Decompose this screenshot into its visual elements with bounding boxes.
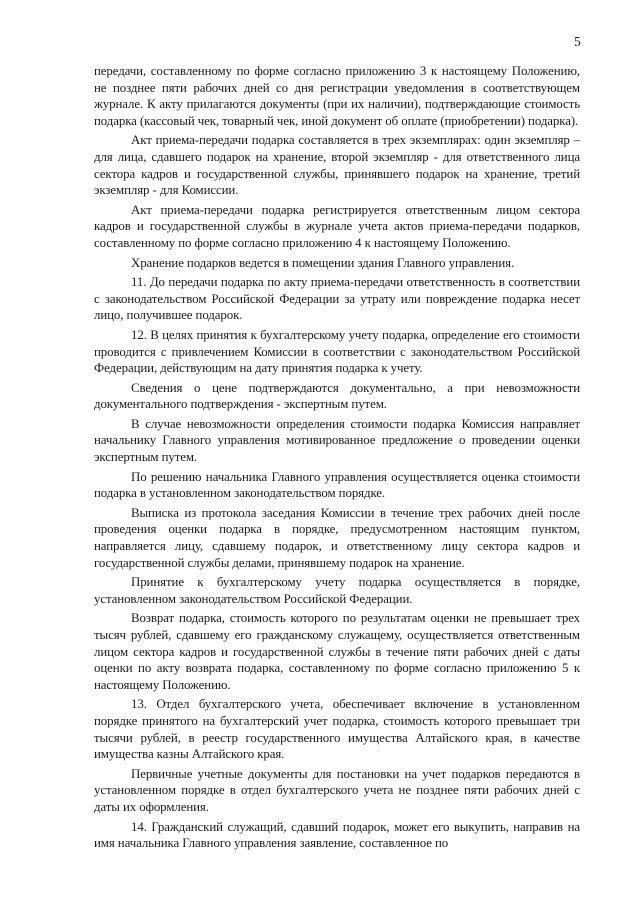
paragraph-act-registration: Акт приема-передачи подарка регистрируется ответственным лицом сектора кадров и государственной службы в журнале учета актов приема-передачи подарков, составленному по форме согласно приложению 4 к настоящему Положению. [94,202,580,250]
paragraph-primary-documents: Первичные учетные документы для постановки на учет подарков передаются в установленном порядке в отдел бухгалтерского учета не позднее пяти рабочих дней с даты их оформления. [94,766,580,814]
paragraph-gift-return: Возврат подарка, стоимость которого по результатам оценки не превышает трех тысяч рублей, сдавшему его гражданскому служащему, осуществляется ответственным лицом сектора кадров и государственной службы в течение пяти рабочих дней с даты оценки по акту возврата подарка, составленному по форме согласно приложению 5 к настоящему Положению. [94,611,580,692]
paragraph-act-copies: Акт приема-передачи подарка составляется в трех экземплярах: один экземпляр – для лица, сдавшего подарок на хранение, второй экземпляр - для ответственного лица сектора кадров и государственной службы, принявшего подарок на хранение, третий экземпляр - для Комиссии. [94,133,580,198]
paragraph-storage: Хранение подарков ведется в помещении здания Главного управления. [131,255,515,270]
paragraph-price-evidence: Сведения о цене подтверждаются документально, а при невозможности документального подтверждения - экспертным путем. [94,380,580,412]
paragraph-expert-proposal: В случае невозможности определения стоимости подарка Комиссия направляет начальнику Главного управления мотивированное предложение о проведении оценки экспертным путем. [94,416,580,465]
paragraph-item-14: 14. Гражданский служащий, сдавший подарок, может его выкупить, направив на имя начальника Главного управления заявление, составленное по [94,819,580,851]
page-number: 5 [574,34,581,49]
paragraph-item-13: 13. Отдел бухгалтерского учета, обеспечивает включение в установленном порядке принятого на бухгалтерский учет подарка, стоимость которого превышает три тысячи рублей, в реестр государственного имущества Алтайского края, в качестве имущества казны Алтайского края. [94,697,580,762]
paragraph-expert-valuation: По решению начальника Главного управления осуществляется оценка стоимости подарка в установленном законодательством порядке. [94,469,580,501]
paragraph-protocol-extract: Выписка из протокола заседания Комиссии в течение трех рабочих дней после проведения оценки подарка в порядке, предусмотренном настоящим пунктом, направляется лицу, сдавшему подарок, и ответственному лицу сектора кадров и государственной службы делами, принявшему подарок на хранение. [94,505,580,570]
paragraph-item-12: 12. В целях принятия к бухгалтерскому учету подарка, определение его стоимости проводится с привлечением Комиссии в соответствии с законодательством Российской Федерации, действующим на дату принятия подарка к учету. [94,327,580,376]
paragraph-accounting-acceptance: Принятие к бухгалтерскому учету подарка осуществляется в порядке, установленном законодательством Российской Федерации. [94,575,580,606]
paragraph-continuation: передачи, составленному по форме согласно приложению 3 к настоящему Положению, не позднее пяти рабочих дней со дня регистрации уведомления в соответствующем журнале. К акту прилагаются документы (при их наличии), подтверждающие стоимость подарка (кассовый чек, товарный чек, иной документ об оплате (приобретении) подарка). [94,64,580,128]
document-body [94,63,580,852]
paragraph-item-11: 11. До передачи подарка по акту приема-передачи ответственность в соответствии с законодательством Российской Федерации за утрату или повреждение подарка несет лицо, получившее подарок. [94,275,580,323]
